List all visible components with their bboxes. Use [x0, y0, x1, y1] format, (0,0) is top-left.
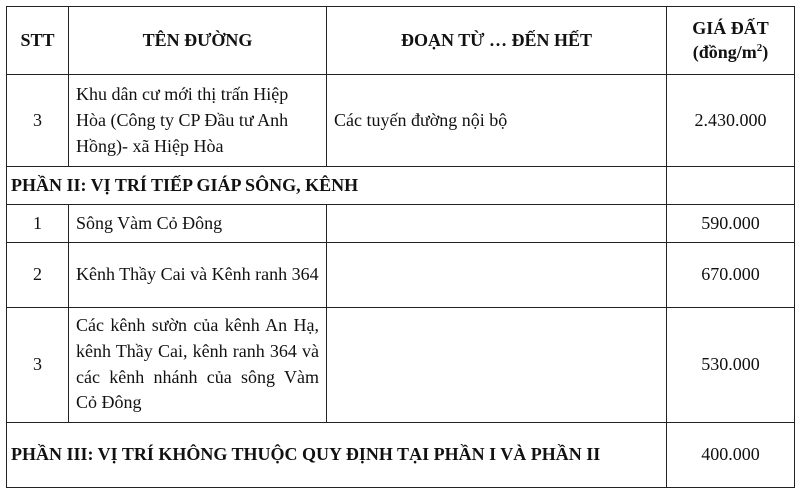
header-gia-dat-label: GIÁ ĐẤT	[692, 18, 769, 39]
cell-gia: 2.430.000	[667, 75, 795, 167]
cell-gia: 590.000	[667, 205, 795, 243]
section-title-2: PHẦN II: VỊ TRÍ TIẾP GIÁP SÔNG, KÊNH	[7, 167, 667, 205]
header-stt: STT	[7, 7, 69, 75]
cell-ten-duong: Sông Vàm Cỏ Đông	[69, 205, 327, 243]
header-row	[7, 7, 795, 75]
section-empty-cell	[667, 167, 795, 205]
table-row	[7, 75, 795, 167]
table-row	[7, 307, 795, 422]
header-gia-dat	[667, 7, 795, 75]
cell-stt: 3	[7, 75, 69, 167]
cell-gia: 670.000	[667, 243, 795, 307]
cell-ten-duong: Khu dân cư mới thị trấn Hiệp Hòa (Công ty CP Đầu tư Anh Hồng)- xã Hiệp Hòa	[69, 75, 327, 167]
header-doan-tu: ĐOẠN TỪ … ĐẾN HẾT	[327, 7, 667, 75]
cell-gia: 530.000	[667, 307, 795, 422]
cell-ten-duong: Kênh Thầy Cai và Kênh ranh 364	[69, 243, 327, 307]
cell-stt: 1	[7, 205, 69, 243]
section-title-3: PHẦN III: VỊ TRÍ KHÔNG THUỘC QUY ĐỊNH TẠI PHẦN I VÀ PHẦN II	[7, 422, 667, 487]
cell-doan-tu	[327, 205, 667, 243]
section-row-3	[7, 422, 795, 487]
section-3-gia: 400.000	[667, 422, 795, 487]
cell-stt: 3	[7, 307, 69, 422]
table-row	[7, 205, 795, 243]
header-gia-dat-sup: 2	[756, 41, 763, 54]
cell-ten-duong: Các kênh sườn của kênh An Hạ, kênh Thầy Cai, kênh ranh 364 và các kênh nhánh của sông Vàm Cỏ Đông	[69, 307, 327, 422]
land-price-table	[6, 6, 795, 488]
cell-doan-tu: Các tuyến đường nội bộ	[327, 75, 667, 167]
header-gia-dat-close: )	[762, 41, 769, 62]
header-ten-duong: TÊN ĐƯỜNG	[69, 7, 327, 75]
header-gia-dat-unit: (đồng/m	[692, 41, 757, 62]
section-row-2	[7, 167, 795, 205]
cell-doan-tu	[327, 243, 667, 307]
table-row	[7, 243, 795, 307]
cell-stt: 2	[7, 243, 69, 307]
cell-doan-tu	[327, 307, 667, 422]
